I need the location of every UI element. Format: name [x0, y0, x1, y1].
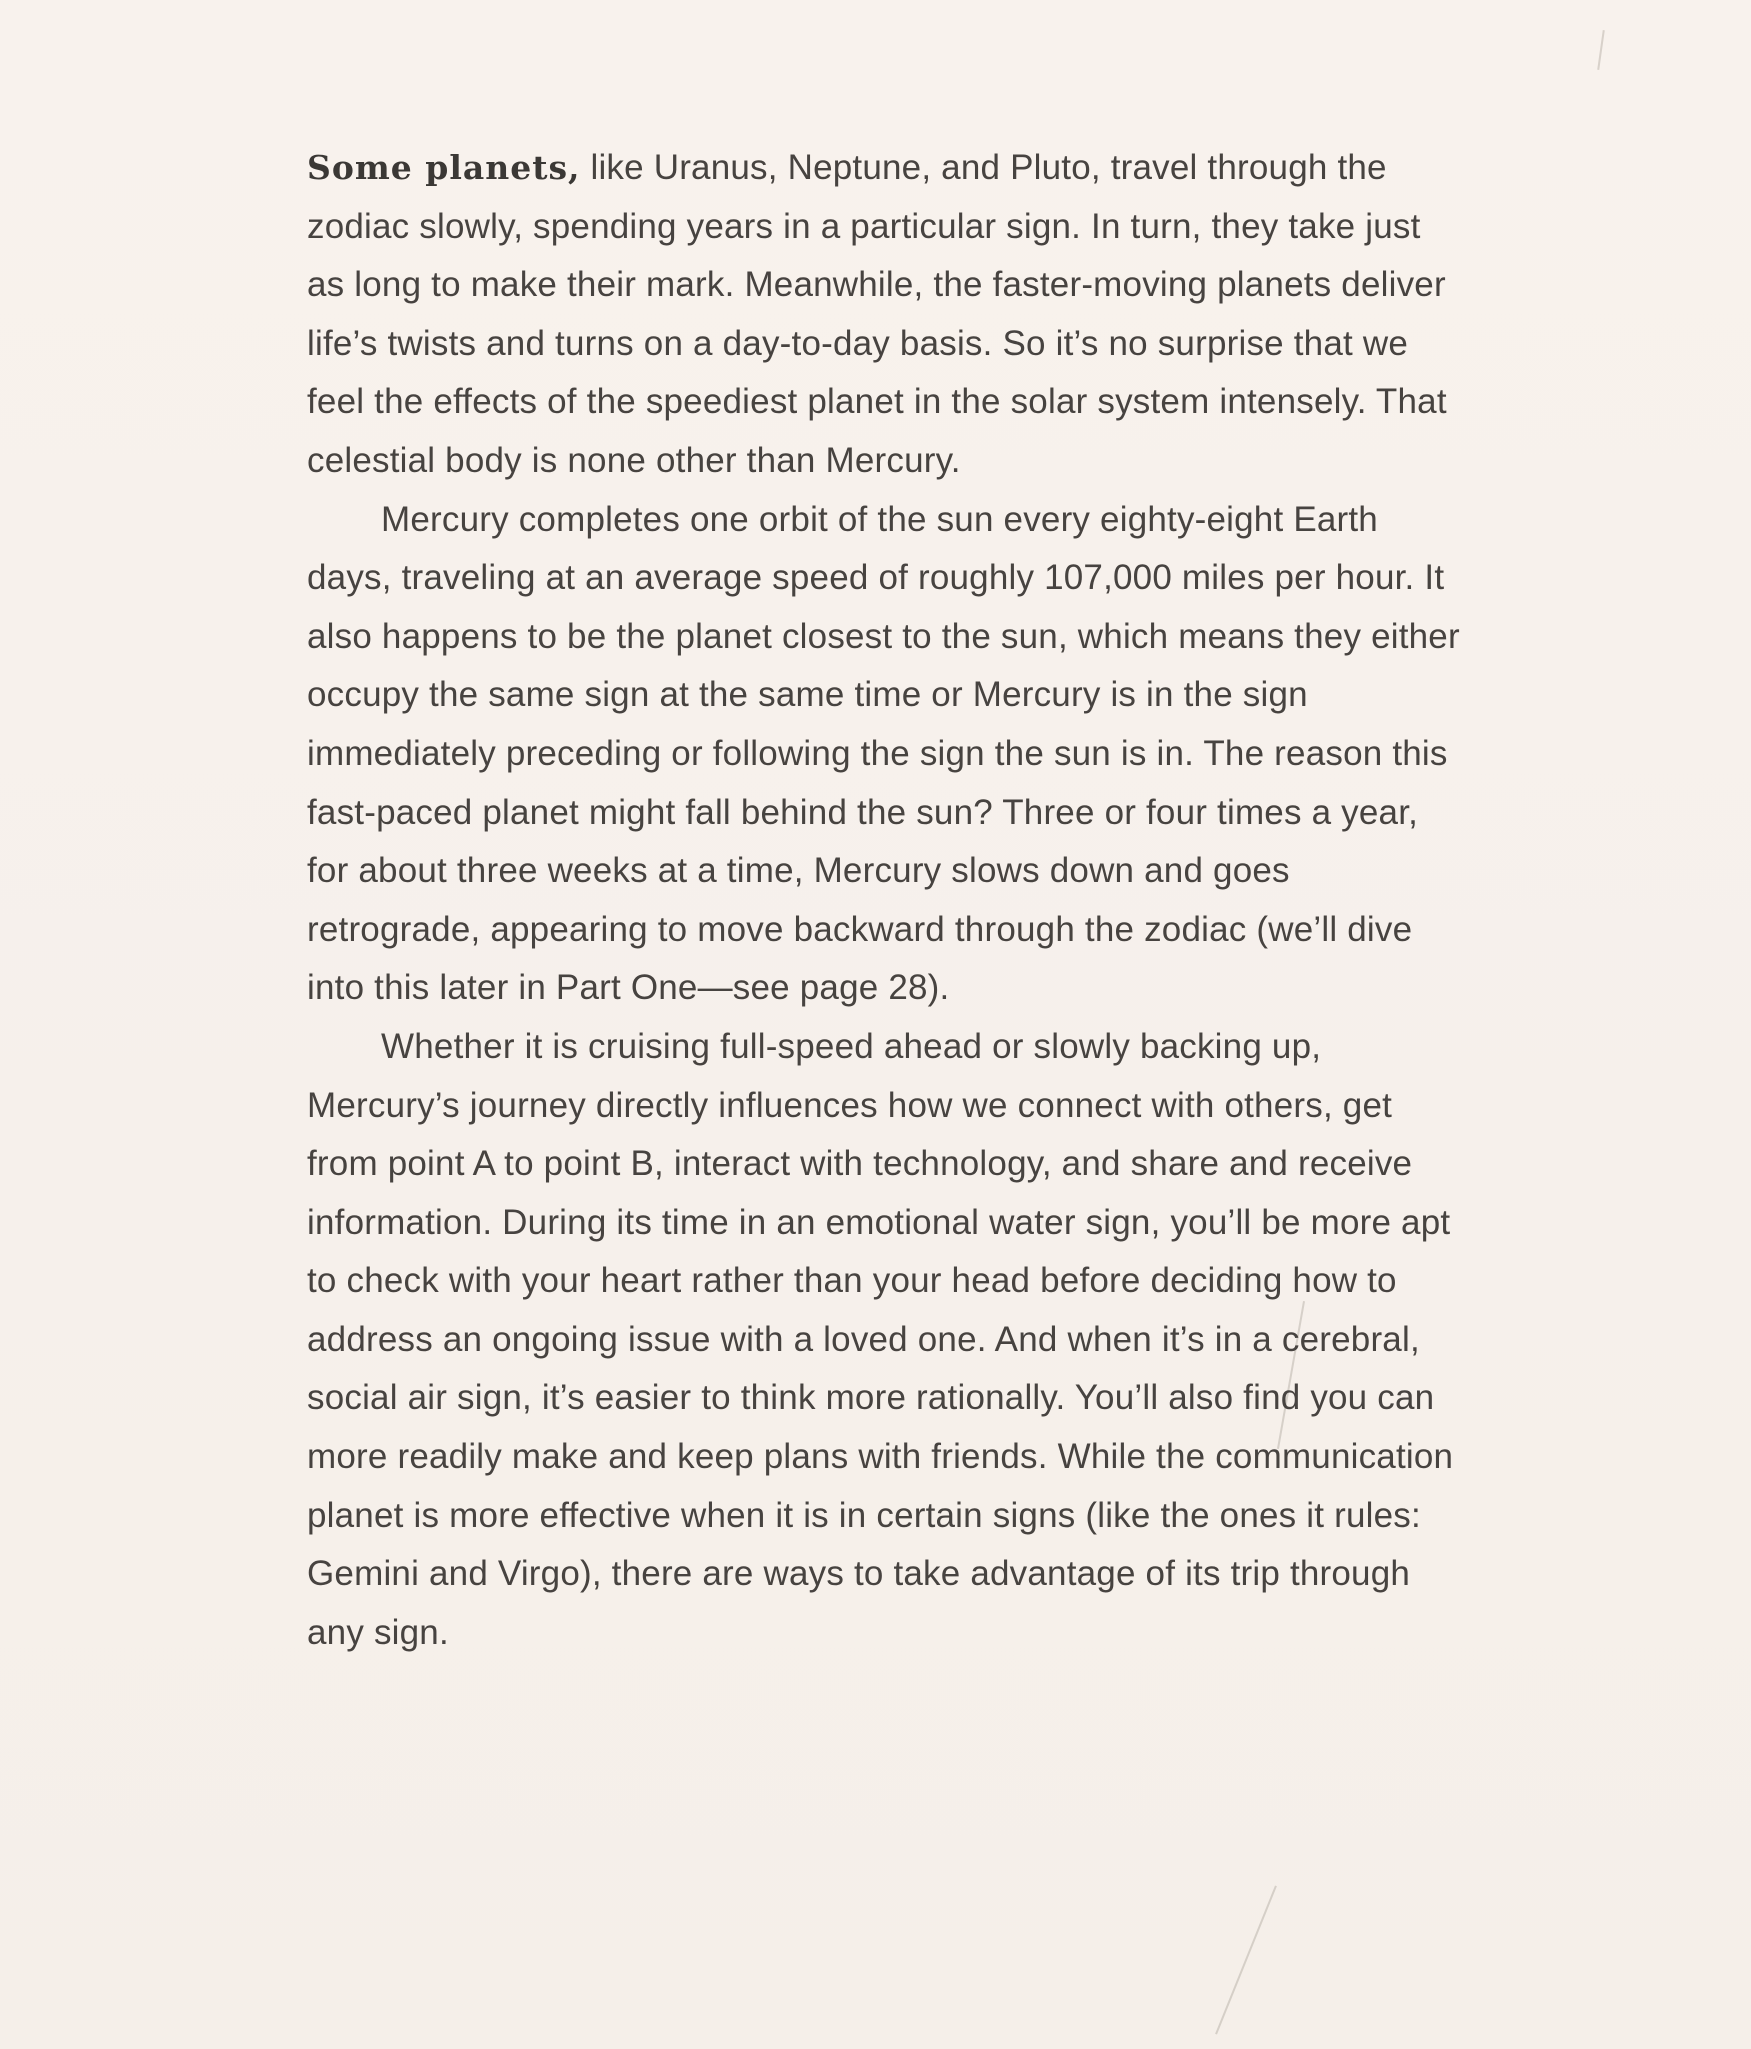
paper-scratch [1597, 30, 1605, 70]
paragraph-1 [307, 139, 1467, 491]
lead-in: Some planets, [307, 148, 581, 187]
paragraph-2: Mercury completes one orbit of the sun every eighty-eight Earth days, traveling at an average speed of roughly 107,000 miles per hour. It also happens to be the planet closest to the sun, which means they either occupy the same sign at the same time or Mercury is in the sign immediately preceding or following the sign the sun is in. The reason this fast-paced planet might fall behind the sun? Three or four times a year, for about three weeks at a time, Mercury slows down and goes retrograde, appearing to move backward through the zodiac (we’ll dive into this later in Part One—see page 28). [307, 499, 1460, 1008]
body-text [307, 139, 1467, 1662]
paragraph-1-text: like Uranus, Neptune, and Pluto, travel through the zodiac slowly, spending years in a particular sign. In turn, they take just as long to make their mark. Meanwhile, the faster-moving planets deliver life’s twists and turns on a day-to-day basis. So it’s no surprise that we feel the effects of the speediest planet in the solar system intensely. That celestial body is none other than Mercury. [307, 148, 1447, 480]
paper-scratch [1215, 1885, 1277, 2034]
paragraph-3: Whether it is cruising full-speed ahead or slowly backing up, Mercury’s journey directly influences how we connect with others, get from point A to point B, interact with technology, and share and receive information. During its time in an emotional water sign, you’ll be more apt to check with your heart rather than your head before deciding how to address an ongoing issue with a loved one. And when it’s in a cerebral, social air sign, it’s easier to think more rationally. You’ll also find you can more readily make and keep plans with friends. While the communication planet is more effective when it is in certain signs (like the ones it rules: Gemini and Virgo), there are ways to take advantage of its trip through any sign. [307, 1026, 1454, 1652]
